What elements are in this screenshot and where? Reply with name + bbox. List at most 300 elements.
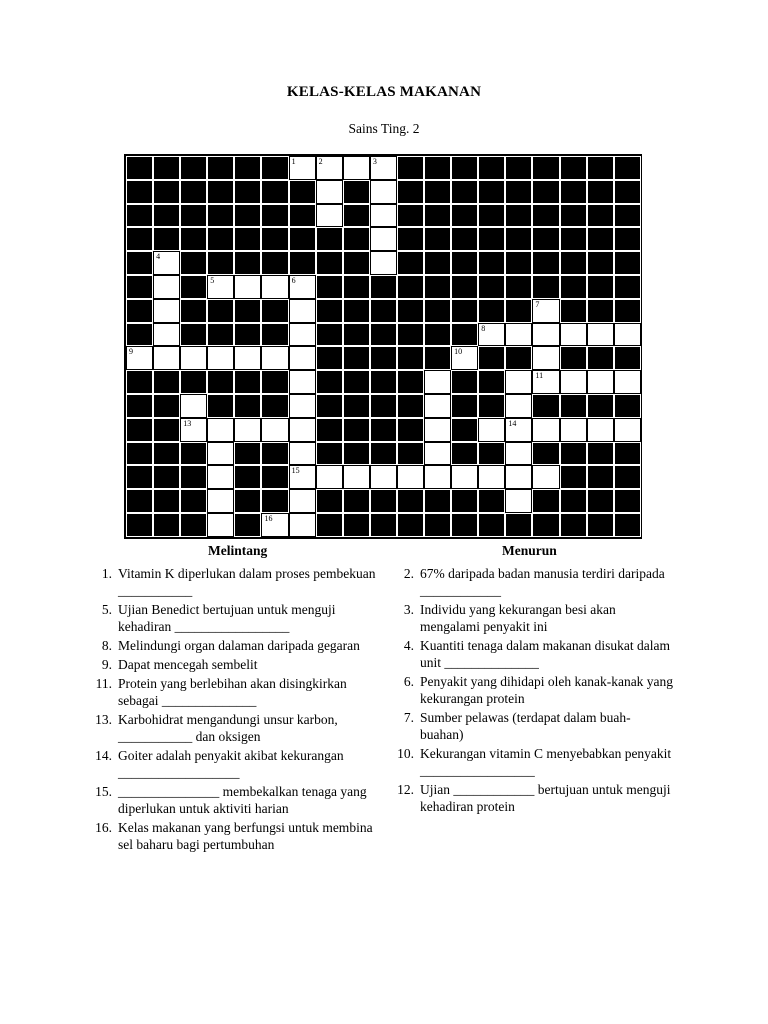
crossword-grid	[124, 154, 642, 539]
crossword-cell-open[interactable]	[560, 418, 587, 442]
clue-index: 7.	[403, 710, 414, 725]
clue-text: Sumber pelawas (terdapat dalam buah-buahan)	[420, 710, 631, 742]
crossword-cell-open[interactable]	[614, 323, 641, 347]
crossword-cell-open[interactable]	[370, 465, 397, 489]
crossword-cell-blocked	[153, 180, 180, 204]
clue-index: 14.	[95, 748, 112, 763]
crossword-cell-open[interactable]	[153, 275, 180, 299]
crossword-cell-blocked	[397, 442, 424, 466]
crossword-cell-blocked	[614, 513, 641, 537]
crossword-cell-open[interactable]	[424, 418, 451, 442]
menurun-clue	[384, 637, 674, 671]
crossword-cell-blocked	[180, 513, 207, 537]
clue-text: Ujian Benedict bertujuan untuk menguji kehadiran _________________	[118, 602, 336, 634]
crossword-cell-blocked	[532, 251, 559, 275]
crossword-cell-blocked	[424, 180, 451, 204]
crossword-cell-blocked	[614, 442, 641, 466]
crossword-cell-open[interactable]	[532, 299, 559, 323]
crossword-cell-blocked	[614, 394, 641, 418]
crossword-cell-blocked	[126, 275, 153, 299]
clue-text: Ujian ____________ bertujuan untuk menguji kehadiran protein	[420, 782, 671, 814]
clue-number: 12	[210, 394, 219, 404]
crossword-cell-blocked	[451, 156, 478, 180]
crossword-cell-blocked	[424, 489, 451, 513]
crossword-cell-blocked	[397, 323, 424, 347]
crossword-cell-open[interactable]	[126, 346, 153, 370]
melintang-clue-list	[82, 565, 382, 855]
clue-index: 5.	[101, 602, 112, 617]
crossword-cell-open[interactable]	[424, 442, 451, 466]
crossword-cell-open[interactable]	[289, 275, 316, 299]
crossword-cell-blocked	[153, 442, 180, 466]
crossword-cell-blocked	[505, 180, 532, 204]
crossword-cell-blocked	[343, 346, 370, 370]
crossword-cell-blocked	[316, 513, 343, 537]
crossword-cell-blocked	[587, 299, 614, 323]
crossword-cell-blocked	[397, 227, 424, 251]
crossword-cell-blocked	[397, 513, 424, 537]
crossword-cell-open[interactable]	[289, 418, 316, 442]
crossword-cell-blocked	[316, 299, 343, 323]
crossword-cell-open[interactable]	[207, 275, 234, 299]
crossword-cell-blocked	[505, 299, 532, 323]
crossword-cell-blocked	[587, 204, 614, 228]
crossword-cell-blocked	[614, 299, 641, 323]
crossword-cell-blocked	[180, 299, 207, 323]
crossword-cell-open[interactable]	[207, 442, 234, 466]
crossword-cell-open[interactable]	[560, 370, 587, 394]
crossword-cell-open[interactable]	[234, 346, 261, 370]
crossword-cell-blocked	[207, 180, 234, 204]
crossword-cell-blocked	[370, 394, 397, 418]
menurun-clue-list	[384, 565, 674, 817]
crossword-cell-open[interactable]	[532, 418, 559, 442]
crossword-cell-open[interactable]	[505, 489, 532, 513]
crossword-cell-blocked	[343, 394, 370, 418]
crossword-cell-blocked	[451, 204, 478, 228]
crossword-cell-blocked	[234, 442, 261, 466]
crossword-cell-blocked	[234, 370, 261, 394]
crossword-cell-blocked	[532, 275, 559, 299]
crossword-cell-blocked	[343, 442, 370, 466]
clue-text: Dapat mencegah sembelit	[118, 657, 258, 672]
crossword-cell-open[interactable]	[343, 465, 370, 489]
clue-text: _______________ membekalkan tenaga yang diperlukan untuk aktiviti harian	[118, 784, 367, 816]
crossword-cell-open[interactable]	[234, 275, 261, 299]
crossword-cell-blocked	[234, 465, 261, 489]
crossword-cell-blocked	[424, 323, 451, 347]
crossword-cell-blocked	[126, 394, 153, 418]
melintang-clue	[82, 565, 382, 599]
crossword-cell-blocked	[478, 394, 505, 418]
crossword-cell-blocked	[289, 227, 316, 251]
clue-index: 1.	[101, 566, 112, 581]
crossword-cell-blocked	[370, 323, 397, 347]
crossword-cell-blocked	[532, 513, 559, 537]
crossword-cell-blocked	[207, 394, 234, 418]
crossword-cell-blocked	[424, 251, 451, 275]
crossword-cell-blocked	[234, 227, 261, 251]
crossword-cell-open[interactable]	[316, 180, 343, 204]
clue-text: Kelas makanan yang berfungsi untuk membina sel baharu bagi pertumbuhan	[118, 820, 373, 852]
crossword-cell-open[interactable]	[343, 156, 370, 180]
crossword-cell-blocked	[316, 251, 343, 275]
crossword-cell-blocked	[478, 442, 505, 466]
crossword-cell-open[interactable]	[289, 299, 316, 323]
crossword-cell-open[interactable]	[614, 418, 641, 442]
crossword-cell-open[interactable]	[505, 323, 532, 347]
crossword-cell-blocked	[180, 370, 207, 394]
crossword-cell-blocked	[397, 204, 424, 228]
crossword-cell-open[interactable]	[397, 465, 424, 489]
crossword-cell-blocked	[614, 346, 641, 370]
clue-number: 2	[318, 157, 323, 166]
crossword-cell-blocked	[261, 156, 288, 180]
crossword-cell-blocked	[451, 180, 478, 204]
melintang-clue	[82, 711, 382, 745]
crossword-cell-open[interactable]	[614, 370, 641, 394]
crossword-cell-blocked	[587, 513, 614, 537]
crossword-cell-blocked	[397, 275, 424, 299]
crossword-cell-blocked	[614, 227, 641, 251]
crossword-cell-open[interactable]	[180, 346, 207, 370]
crossword-cell-blocked	[587, 465, 614, 489]
clue-index: 2.	[403, 566, 414, 581]
crossword-cell-blocked	[153, 227, 180, 251]
crossword-cell-open[interactable]	[505, 418, 532, 442]
crossword-cell-blocked	[614, 251, 641, 275]
crossword-cell-blocked	[397, 370, 424, 394]
crossword-cell-blocked	[153, 465, 180, 489]
page-subtitle: Sains Ting. 2	[348, 121, 420, 136]
melintang-clue	[82, 675, 382, 709]
crossword-cell-blocked	[261, 299, 288, 323]
crossword-cell-blocked	[478, 204, 505, 228]
melintang-clue	[82, 747, 382, 781]
crossword-cell-open[interactable]	[289, 370, 316, 394]
melintang-clue	[82, 601, 382, 635]
crossword-cell-blocked	[261, 180, 288, 204]
clue-index: 10.	[397, 746, 414, 761]
crossword-cell-blocked	[370, 299, 397, 323]
crossword-cell-open[interactable]	[370, 156, 397, 180]
crossword-cell-blocked	[180, 275, 207, 299]
crossword-cell-blocked	[153, 370, 180, 394]
crossword-cell-blocked	[180, 323, 207, 347]
crossword-cell-open[interactable]	[532, 346, 559, 370]
clue-number: 6	[291, 275, 296, 285]
crossword-cell-blocked	[560, 227, 587, 251]
crossword-cell-open[interactable]	[207, 489, 234, 513]
crossword-cell-blocked	[234, 156, 261, 180]
crossword-cell-open[interactable]	[505, 442, 532, 466]
crossword-cell-blocked	[614, 275, 641, 299]
crossword-cell-open[interactable]	[587, 370, 614, 394]
crossword-cell-blocked	[316, 394, 343, 418]
crossword-cell-blocked	[343, 251, 370, 275]
clue-number: 3	[372, 157, 377, 166]
crossword-cell-blocked	[126, 465, 153, 489]
crossword-cell-blocked	[424, 275, 451, 299]
crossword-cell-blocked	[126, 513, 153, 537]
crossword-cell-open[interactable]	[261, 346, 288, 370]
melintang-heading: Melintang	[208, 543, 268, 558]
crossword-cell-blocked	[397, 180, 424, 204]
crossword-cell-blocked	[451, 513, 478, 537]
crossword-cell-blocked	[370, 442, 397, 466]
crossword-cell-blocked	[316, 323, 343, 347]
crossword-cell-open[interactable]	[370, 251, 397, 275]
clue-number: 15	[291, 466, 300, 476]
crossword-cell-blocked	[261, 394, 288, 418]
crossword-cell-blocked	[316, 370, 343, 394]
crossword-cell-blocked	[234, 513, 261, 537]
clue-number: 9	[129, 347, 133, 357]
crossword-cell-open[interactable]	[532, 323, 559, 347]
clue-number: 4	[156, 252, 161, 262]
menurun-clue	[384, 673, 674, 707]
crossword-cell-blocked	[451, 275, 478, 299]
crossword-cell-open[interactable]	[478, 323, 505, 347]
crossword-cell-blocked	[153, 418, 180, 442]
crossword-cell-open[interactable]	[289, 465, 316, 489]
crossword-cell-blocked	[424, 346, 451, 370]
crossword-cell-blocked	[532, 227, 559, 251]
crossword-cell-open[interactable]	[207, 465, 234, 489]
crossword-cell-blocked	[478, 180, 505, 204]
crossword-cell-open[interactable]	[478, 418, 505, 442]
crossword-cell-blocked	[180, 227, 207, 251]
clue-text: Individu yang kekurangan besi akan mengalami penyakit ini	[420, 602, 616, 634]
crossword-cell-blocked	[289, 251, 316, 275]
crossword-cell-blocked	[180, 251, 207, 275]
crossword-cell-blocked	[478, 370, 505, 394]
crossword-cell-open[interactable]	[532, 370, 559, 394]
crossword-cell-open[interactable]	[289, 346, 316, 370]
crossword-cell-open[interactable]	[316, 204, 343, 228]
crossword-cell-blocked	[153, 513, 180, 537]
crossword-cell-open[interactable]	[289, 323, 316, 347]
clue-text: Kekurangan vitamin C menyebabkan penyakit _________________	[420, 746, 672, 778]
crossword-cell-open[interactable]	[424, 370, 451, 394]
clue-number: 10	[454, 347, 463, 357]
crossword-cell-blocked	[180, 489, 207, 513]
crossword-cell-open[interactable]	[153, 346, 180, 370]
crossword-cell-blocked	[207, 370, 234, 394]
crossword-cell-blocked	[234, 394, 261, 418]
crossword-cell-blocked	[424, 204, 451, 228]
crossword-cell-blocked	[478, 513, 505, 537]
crossword-cell-blocked	[614, 180, 641, 204]
crossword-cell-blocked	[126, 180, 153, 204]
crossword-cell-blocked	[234, 204, 261, 228]
crossword-cell-blocked	[478, 346, 505, 370]
crossword-cell-blocked	[587, 156, 614, 180]
crossword-cell-blocked	[289, 204, 316, 228]
crossword-cell-blocked	[234, 323, 261, 347]
crossword-cell-blocked	[261, 204, 288, 228]
crossword-cell-blocked	[587, 346, 614, 370]
crossword-cell-open[interactable]	[316, 465, 343, 489]
crossword-cell-open[interactable]	[180, 418, 207, 442]
crossword-cell-open[interactable]	[261, 418, 288, 442]
crossword-cell-open[interactable]	[153, 299, 180, 323]
crossword-cell-open[interactable]	[560, 323, 587, 347]
crossword-cell-open[interactable]	[587, 323, 614, 347]
crossword-cell-blocked	[153, 489, 180, 513]
crossword-cell-blocked	[532, 156, 559, 180]
crossword-cell-blocked	[126, 227, 153, 251]
clue-index: 3.	[403, 602, 414, 617]
crossword-cell-blocked	[180, 442, 207, 466]
clue-number: 16	[264, 513, 273, 523]
crossword-cell-blocked	[397, 394, 424, 418]
crossword-cell-blocked	[397, 251, 424, 275]
crossword-cell-blocked	[343, 489, 370, 513]
crossword-cell-open[interactable]	[289, 513, 316, 537]
crossword-cell-blocked	[261, 465, 288, 489]
crossword-cell-open[interactable]	[424, 394, 451, 418]
crossword-cell-open[interactable]	[478, 465, 505, 489]
crossword-cell-open[interactable]	[289, 394, 316, 418]
crossword-cell-open[interactable]	[289, 489, 316, 513]
crossword-cell-blocked	[560, 251, 587, 275]
crossword-cell-blocked	[343, 275, 370, 299]
crossword-cell-blocked	[451, 370, 478, 394]
crossword-cell-blocked	[587, 442, 614, 466]
melintang-clue	[82, 656, 382, 673]
crossword-cell-blocked	[505, 156, 532, 180]
clue-number: 13	[183, 418, 192, 428]
crossword-cell-blocked	[234, 180, 261, 204]
crossword-cell-open[interactable]	[451, 346, 478, 370]
crossword-cell-open[interactable]	[234, 418, 261, 442]
crossword-cell-blocked	[397, 418, 424, 442]
clue-index: 12.	[397, 782, 414, 797]
crossword-cell-open[interactable]	[153, 251, 180, 275]
crossword-cell-open[interactable]	[289, 442, 316, 466]
crossword-cell-blocked	[261, 323, 288, 347]
crossword-cell-blocked	[560, 394, 587, 418]
menurun-clue	[384, 745, 674, 779]
crossword-cell-open[interactable]	[370, 204, 397, 228]
crossword-cell-blocked	[451, 418, 478, 442]
crossword-cell-blocked	[424, 299, 451, 323]
crossword-cell-blocked	[505, 251, 532, 275]
crossword-cell-blocked	[343, 227, 370, 251]
crossword-cell-open[interactable]	[289, 156, 316, 180]
crossword-cell-blocked	[532, 394, 559, 418]
crossword-cell-blocked	[451, 323, 478, 347]
crossword-cell-blocked	[370, 513, 397, 537]
crossword-cell-blocked	[560, 180, 587, 204]
crossword-cell-blocked	[397, 346, 424, 370]
crossword-cell-blocked	[234, 489, 261, 513]
crossword-cell-blocked	[370, 346, 397, 370]
crossword-cell-blocked	[560, 299, 587, 323]
crossword-cell-blocked	[153, 156, 180, 180]
clue-number: 14	[508, 418, 517, 428]
crossword-cell-blocked	[560, 489, 587, 513]
crossword-cell-open[interactable]	[261, 513, 288, 537]
clue-text: Goiter adalah penyakit akibat kekurangan __________________	[118, 748, 344, 780]
clue-index: 6.	[403, 674, 414, 689]
crossword-cell-blocked	[370, 418, 397, 442]
crossword-cell-blocked	[370, 370, 397, 394]
crossword-cell-blocked	[587, 251, 614, 275]
crossword-cell-blocked	[587, 180, 614, 204]
crossword-cell-blocked	[424, 227, 451, 251]
crossword-cell-blocked	[560, 442, 587, 466]
crossword-cell-open[interactable]	[153, 323, 180, 347]
crossword-cell-open[interactable]	[532, 465, 559, 489]
crossword-cell-blocked	[343, 180, 370, 204]
crossword-cell-blocked	[505, 227, 532, 251]
crossword-cell-blocked	[424, 513, 451, 537]
crossword-cell-blocked	[261, 370, 288, 394]
menurun-clue	[384, 781, 674, 815]
crossword-cell-open[interactable]	[505, 394, 532, 418]
crossword-cell-blocked	[451, 227, 478, 251]
crossword-cell-open[interactable]	[451, 465, 478, 489]
crossword-cell-open[interactable]	[370, 227, 397, 251]
clue-text: Protein yang berlebihan akan disingkirkan sebagai ______________	[118, 676, 347, 708]
crossword-cell-blocked	[207, 204, 234, 228]
clue-number: 11	[535, 371, 544, 381]
crossword-cell-blocked	[126, 323, 153, 347]
crossword-cell-blocked	[343, 370, 370, 394]
crossword-cell-open[interactable]	[505, 465, 532, 489]
crossword-cell-blocked	[126, 370, 153, 394]
crossword-cell-blocked	[560, 513, 587, 537]
crossword-cell-blocked	[180, 156, 207, 180]
crossword-cell-open[interactable]	[180, 394, 207, 418]
crossword-cell-open[interactable]	[505, 370, 532, 394]
crossword-cell-blocked	[505, 346, 532, 370]
crossword-cell-open[interactable]	[370, 180, 397, 204]
crossword-cell-blocked	[343, 299, 370, 323]
crossword-cell-open[interactable]	[207, 418, 234, 442]
clue-text: Melindungi organ dalaman daripada gegaran	[118, 638, 360, 653]
crossword-cell-open[interactable]	[316, 156, 343, 180]
melintang-clue	[82, 783, 382, 817]
crossword-cell-open[interactable]	[207, 346, 234, 370]
crossword-cell-blocked	[614, 465, 641, 489]
crossword-cell-blocked	[180, 465, 207, 489]
crossword-cell-blocked	[397, 489, 424, 513]
crossword-cell-blocked	[532, 489, 559, 513]
crossword-cell-open[interactable]	[261, 275, 288, 299]
crossword-cell-blocked	[397, 299, 424, 323]
crossword-cell-open[interactable]	[587, 418, 614, 442]
crossword-cell-open[interactable]	[424, 465, 451, 489]
menurun-clue	[384, 601, 674, 635]
crossword-cell-blocked	[478, 299, 505, 323]
crossword-cell-open[interactable]	[207, 513, 234, 537]
melintang-clue	[82, 819, 382, 853]
page-title: KELAS-KELAS MAKANAN	[286, 84, 482, 100]
crossword-cell-blocked	[234, 299, 261, 323]
clue-index: 13.	[95, 712, 112, 727]
clue-index: 9.	[101, 657, 112, 672]
clue-number: 5	[210, 275, 215, 285]
crossword-cell-blocked	[207, 251, 234, 275]
clue-index: 16.	[95, 820, 112, 835]
crossword-cell-blocked	[126, 299, 153, 323]
crossword-cell-blocked	[316, 275, 343, 299]
crossword-cell-blocked	[126, 418, 153, 442]
crossword-cell-blocked	[126, 156, 153, 180]
